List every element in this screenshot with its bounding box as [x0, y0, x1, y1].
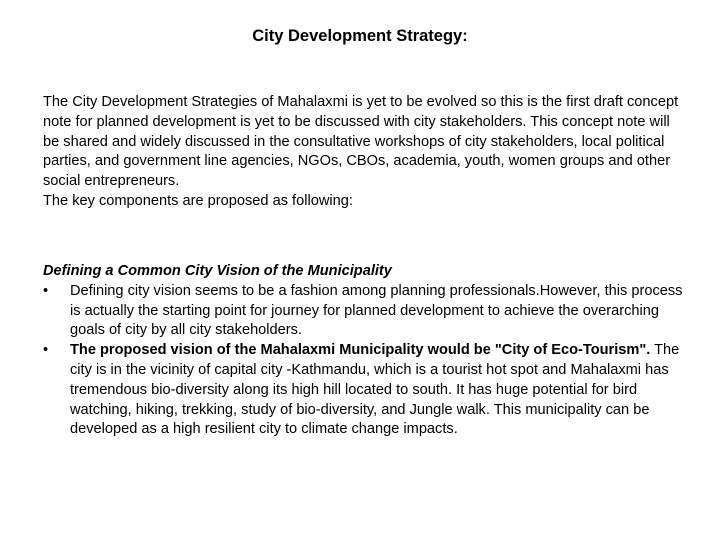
bullet-icon: • [43, 282, 49, 299]
bullet-icon: • [43, 342, 49, 359]
bullet-item-proposed-vision [43, 341, 683, 440]
section-heading: Defining a Common City Vision of the Municipality [43, 263, 392, 279]
bullet-list [43, 282, 683, 440]
vision-section [43, 262, 683, 440]
bullet-text: Defining city vision seems to be a fashion among planning professionals.However, this process is actually the starting point for journey for planned development to achieve the overarching goals of city by all city stakeholders. [70, 282, 683, 339]
intro-text-block [43, 93, 683, 212]
intro-closing-line: The key components are proposed as following: [43, 192, 353, 209]
bullet-item-vision-definition [43, 282, 683, 341]
bullet-bold-text: The proposed vision of the Mahalaxmi Municipality would be "City of Eco-Tourism". [70, 342, 651, 359]
page-title: City Development Strategy: [252, 27, 468, 45]
intro-paragraph: The City Development Strategies of Mahalaxmi is yet to be evolved so this is the first draft concept note for planned development is yet to be discussed with city stakeholders. This concept note will be shared and widely discussed in the consultative workshops of city stakeholders, local political parties, and government line agencies, NGOs, CBOs, academia, youth, women groups and other social entrepreneurs. [43, 94, 679, 190]
bullet-text: The city is in the vicinity of capital city -Kathmandu, which is a tourist hot spot and Mahalaxmi has tremendous bio-diversity along its high hill located to south. It has huge potential for bird watching, hiking, trekking, study of bio-diversity, and Jungle walk. This municipality can be developed as a high resilient city to climate change impacts. [70, 342, 680, 438]
